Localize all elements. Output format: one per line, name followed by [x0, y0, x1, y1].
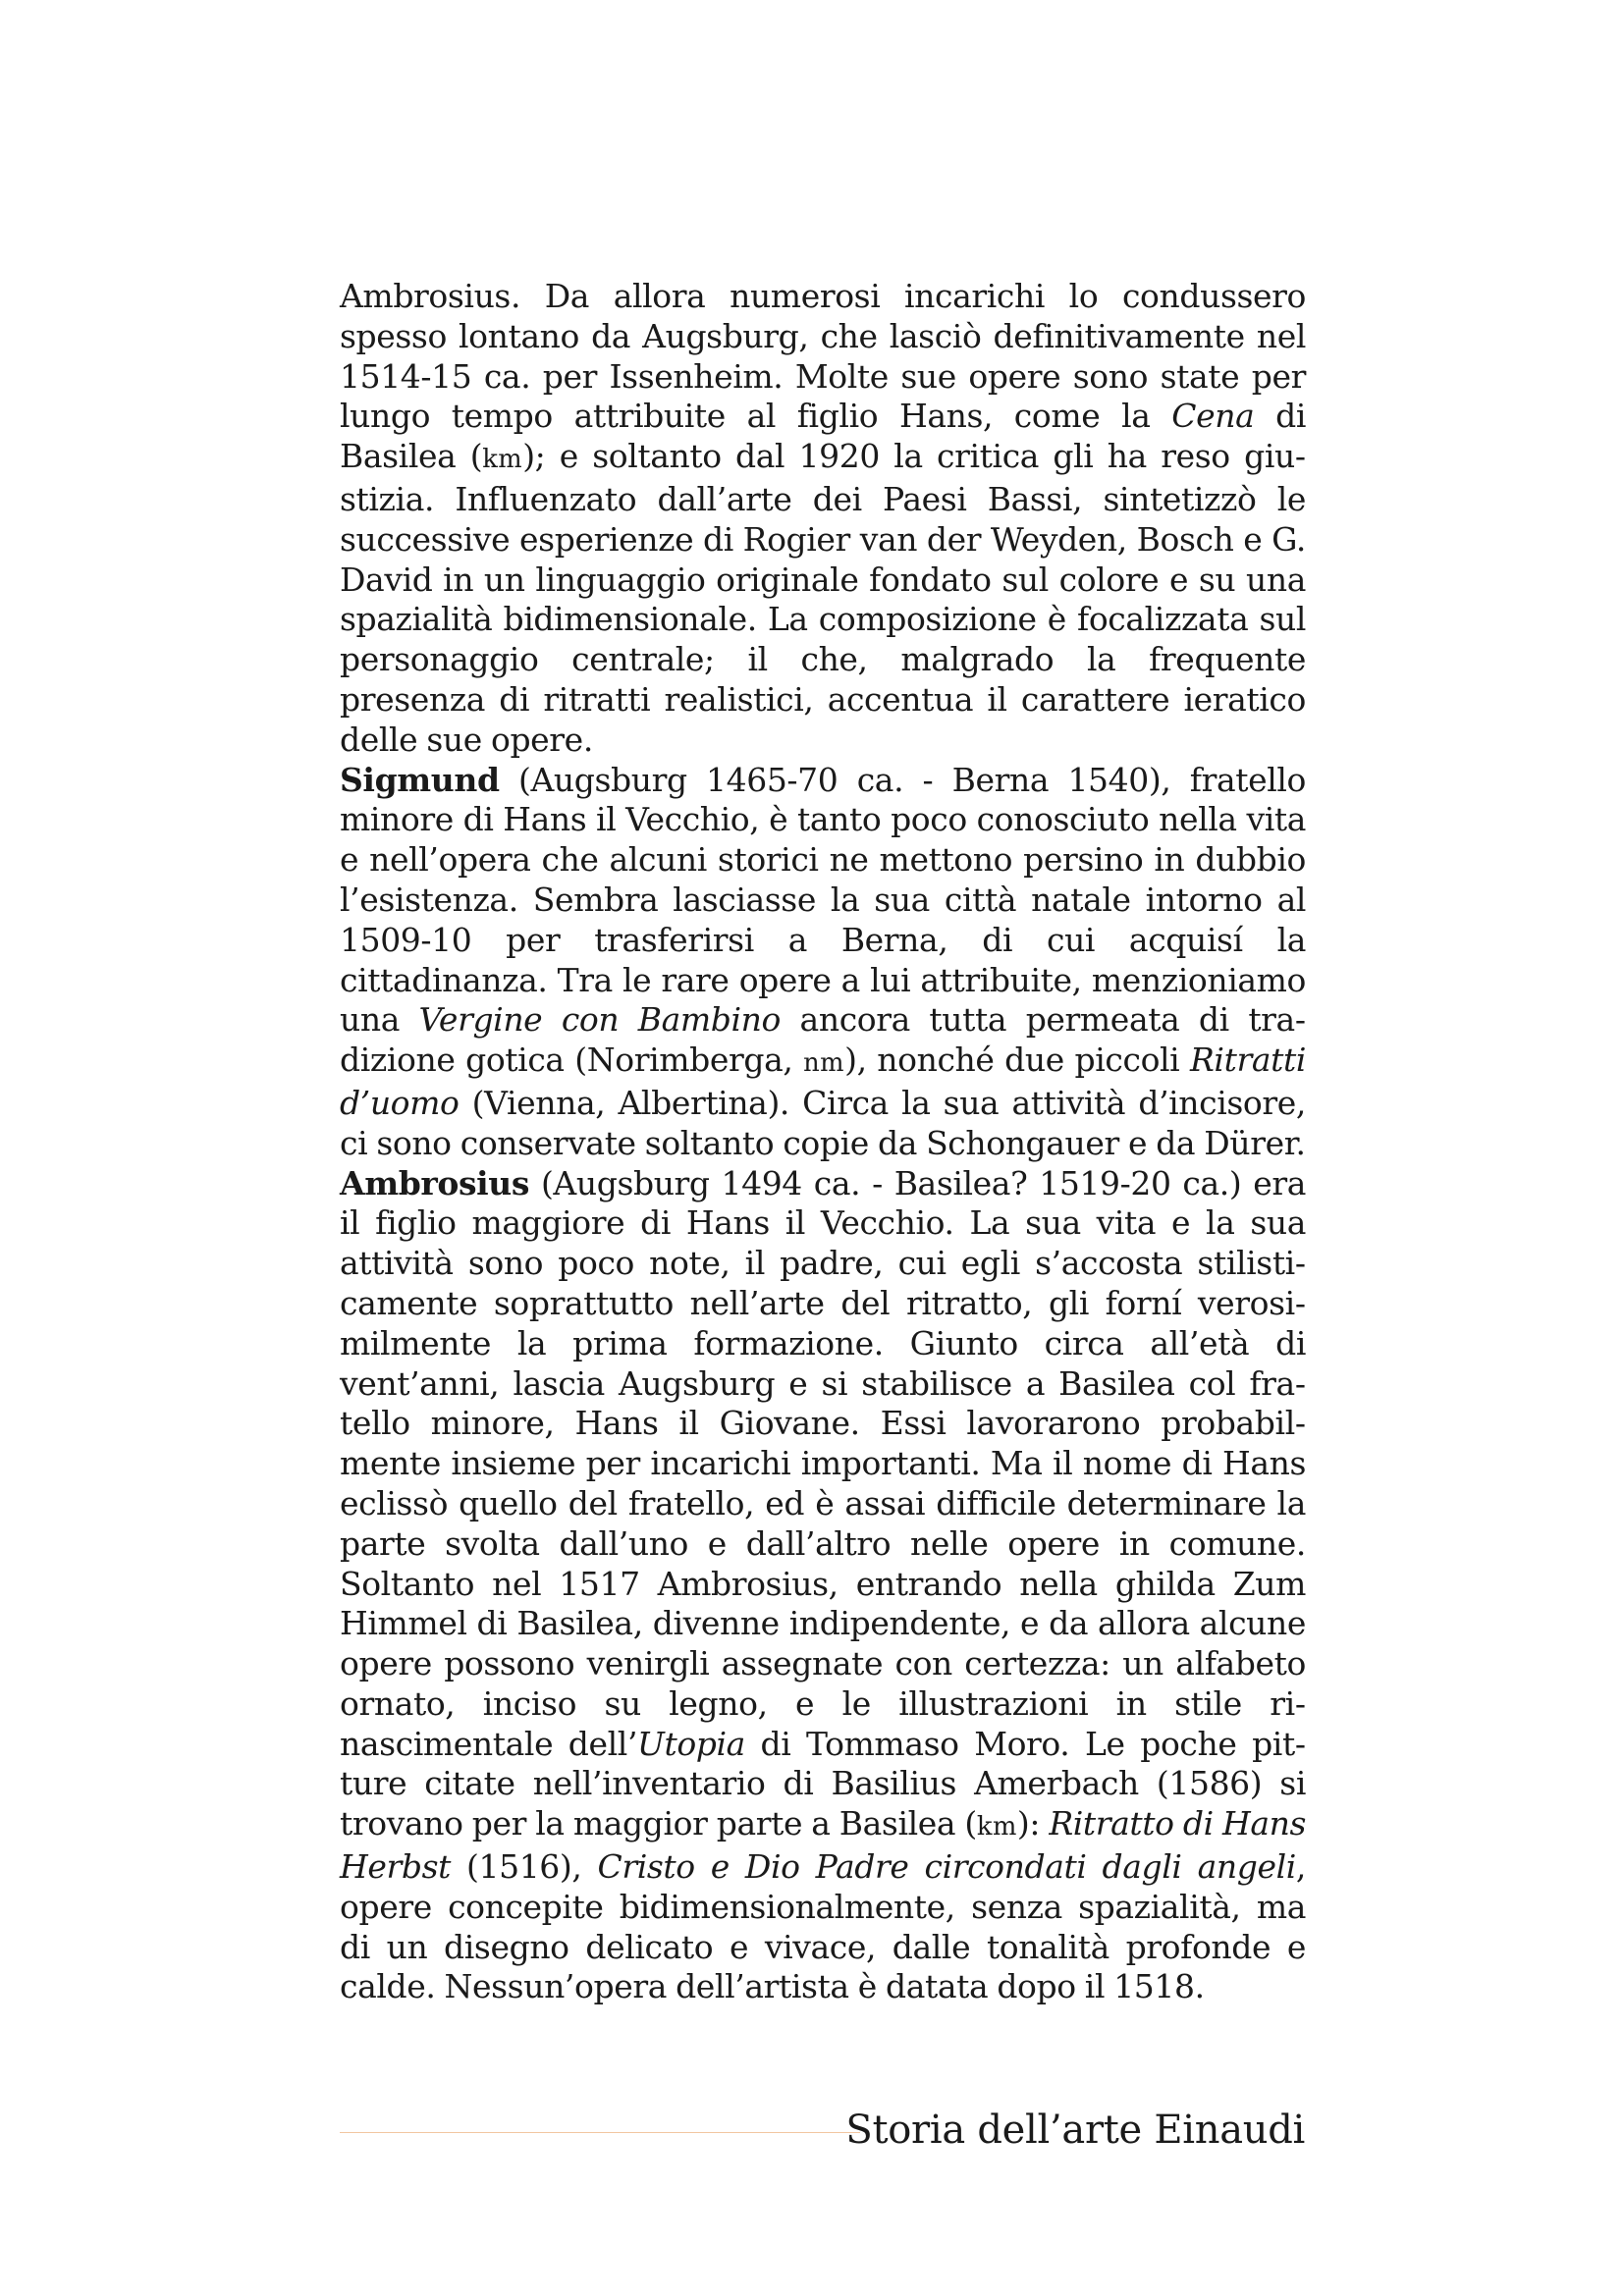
- work-title: Cristo e Dio Padre circondati dagli angeli: [597, 1847, 1296, 1887]
- paragraph-hans-old-continued: [340, 277, 1306, 761]
- work-title: Ritratto di Hans Herbst: [340, 1804, 1306, 1887]
- text-run: di Basilea (: [340, 397, 1307, 476]
- museum-abbrev: km: [482, 445, 523, 475]
- entry-name: Ambrosius: [340, 1163, 530, 1202]
- body-text: [340, 277, 1306, 2007]
- text-run: , opere concepite bidimensionalmente, senza spazialità, ma di un disegno delicato e vivace, dalle tonalità profonde e calde. Nessun’opera dell’artista è datata dopo il 1518.: [340, 1847, 1306, 2006]
- text-run: (Augsburg 1465-70 ca. - Berna 1540), fratello minore di Hans il Vecchio, è tanto poco conosciuto nella vita e nell’opera che alcuni storici ne mettono persino in dubbio l’esistenza. Sembra lasciasse la sua città natale intorno al 1509-10 per trasferirsi a Berna, di cui acquisí la cittadinanza. Tra le rare opere a lui attribuite, menzioniamo una: [340, 760, 1306, 1040]
- text-run: Ambrosius. Da allora numerosi incarichi lo condussero spesso lontano da Augsburg, che lasciò definitivamente nel 1514-15 ca. per Issenheim. Molte sue opere sono state per lungo tempo attribuite al figlio Hans, come la: [340, 277, 1306, 436]
- paragraph-ambrosius: [340, 1164, 1306, 2008]
- text-run: ), nonché due piccoli: [844, 1041, 1190, 1080]
- museum-abbrev: nm: [803, 1048, 845, 1079]
- text-run: ancora tutta permeata di tradizione gotica (Norimberga,: [340, 1000, 1306, 1080]
- footer-title: Storia dell’arte Einaudi: [845, 2108, 1305, 2153]
- text-run: di Tommaso Moro. Le poche pitture citate nell’inventario di Basilius Amerbach (1586) si trovano per la maggior parte a Basilea (: [340, 1724, 1306, 1843]
- work-title: Utopia: [637, 1724, 745, 1763]
- text-run: ); e soltanto dal 1920 la critica gli ha reso giustizia. Influenzato dall’arte dei Paesi Bassi, sintetizzò le successive esperienze di Rogier van der Weyden, Bosch e G. David in un linguaggio originale fondato sul colore e su una spazialità bidimensionale. La composizione è focalizzata sul personaggio centrale; il che, malgrado la frequente presenza di ritratti realistici, accentua il carattere ieratico delle sue opere.: [340, 437, 1306, 759]
- museum-abbrev: km: [976, 1812, 1017, 1842]
- text-run: (Vienna, Albertina). Circa la sua attività d’incisore, ci sono conservate soltanto copie da Schongauer e da Dürer.: [340, 1083, 1306, 1162]
- footer-rule: [340, 2132, 860, 2133]
- work-title: Vergine con Bambino: [418, 1000, 782, 1040]
- work-title: Cena: [1171, 397, 1255, 436]
- text-run: (1516),: [451, 1847, 598, 1887]
- paragraph-sigmund: [340, 761, 1306, 1164]
- work-title: Ritratti d’uomo: [340, 1041, 1306, 1122]
- text-run: ):: [1016, 1804, 1050, 1843]
- entry-name: Sigmund: [340, 760, 500, 799]
- text-run: (Augsburg 1494 ca. - Basilea? 1519-20 ca.) era il figlio maggiore di Hans il Vecchio. La sua vita e la sua attività sono poco note, il padre, cui egli s’accosta stilisticamente soprattutto nell’arte del ritratto, gli forní verosimilmente la prima formazione. Giunto circa all’età di vent’anni, lascia Augsburg e si stabilisce a Basilea col fratello minore, Hans il Giovane. Essi lavorarono probabilmente insieme per incarichi importanti. Ma il nome di Hans eclissò quello del fratello, ed è assai difficile determinare la parte svolta dall’uno e dall’altro nelle opere in comune. Soltanto nel 1517 Ambrosius, entrando nella ghilda Zum Himmel di Basilea, divenne indipendente, e da allora alcune opere possono venirgli assegnate con certezza: un alfabeto ornato, inciso su legno, e le illustrazioni in stile rinascimentale dell’: [340, 1163, 1306, 1763]
